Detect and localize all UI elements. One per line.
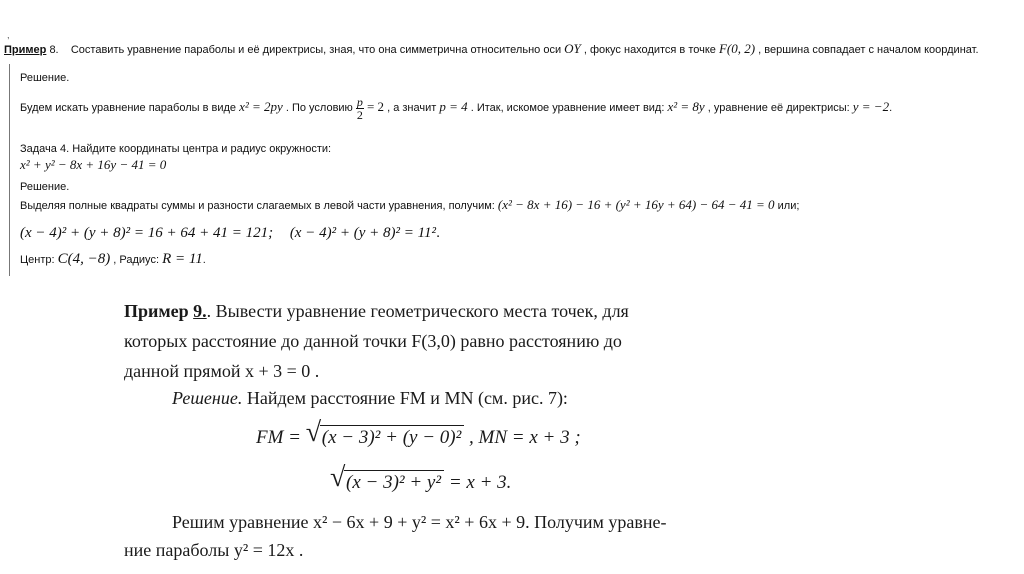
left-border-line (9, 64, 10, 276)
task4-end: . (202, 254, 206, 266)
formula-equation (330, 462, 512, 494)
radius-value: R = 11 (162, 251, 203, 267)
formula-1-left: FM = (256, 427, 306, 448)
example8-axis: OY (564, 41, 581, 56)
sol-text-2: . По условию (285, 102, 353, 114)
fraction-equals: = 2 (366, 99, 385, 114)
sol-text-3: , а значит (387, 102, 437, 114)
center-label: Центр: (20, 254, 55, 266)
example8-line (4, 42, 979, 57)
solution-line-1 (20, 95, 892, 121)
example9-label: Пример 9. (124, 301, 207, 321)
formula-1-right: , MN = x + 3 ; (464, 427, 581, 448)
center-value: C(4, −8) (57, 251, 111, 267)
example9-line-3: данной прямой x + 3 = 0 . (124, 361, 320, 381)
p-value: p = 4 (439, 99, 468, 114)
task4-eq-a: (x² − 8x + 16) − 16 + (y² + 16y + 64) − 64 − 41 = 0 (497, 197, 775, 212)
task4-eq-b: (x − 4)² + (y + 8)² = 16 + 64 + 41 = 121; (20, 225, 274, 241)
sol-eq-1: x² = 2py (239, 99, 283, 114)
example8-number: 8. (49, 44, 59, 56)
sqrt-1 (305, 417, 465, 449)
bottom-scan-image (124, 292, 724, 572)
radical-sign-icon: √ (305, 417, 322, 448)
task4-line-1 (20, 198, 799, 213)
solution-italic-label: Решение. (172, 388, 243, 408)
sol-text-1: Будем искать уравнение параболы в виде (20, 102, 236, 114)
example8-text-a: Составить уравнение параболы и её директрисы, зная, что она симметрична относительно оси (70, 44, 562, 56)
formula-fm-mn (256, 417, 581, 449)
example9-line-1-rest: . Вывести уравнение геометрического места точек, для (206, 301, 629, 321)
example9-line-1 (124, 300, 629, 322)
sol-text-5: , уравнение её директрисы: (707, 102, 850, 114)
sqrt-2 (330, 462, 444, 494)
task4-line-3 (20, 250, 206, 269)
task4-title: Задача 4. Найдите координаты центра и радиус окружности: (20, 143, 332, 155)
sol-eq-2: x² = 8y (667, 99, 705, 114)
formula-2-right: = x + 3. (444, 472, 512, 493)
solution-label-2: Решение. (20, 181, 70, 193)
fraction-numerator: p (356, 94, 363, 109)
top-slide-image (0, 0, 1024, 275)
example9-line-4-rest: Найдем расстояние FM и MN (см. рис. 7): (242, 388, 568, 408)
radicand-1: (x − 3)² + (y − 0)² (320, 425, 465, 449)
solution-label-1: Решение. (20, 72, 70, 84)
example9-line-7: Решим уравнение x² − 6x + 9 + y² = x² + 6x + 9. Получим уравне- (172, 512, 667, 532)
task4-text-1: Выделяя полные квадраты суммы и разности слагаемых в левой части уравнения, получим: (20, 200, 495, 212)
example9-line-4 (172, 387, 568, 409)
task4-eq-c: (x − 4)² + (y + 8)² = 11² (289, 225, 436, 241)
radius-label: , Радиус: (113, 254, 159, 266)
task4-equation: x² + y² − 8x + 16y − 41 = 0 (20, 157, 167, 172)
example9-number: 9. (193, 301, 207, 321)
radical-sign-icon: √ (330, 462, 346, 493)
example8-text-c: , вершина совпадает с началом координат. (758, 44, 979, 56)
example8-text-b: , фокус находится в точке (583, 44, 716, 56)
sol-text-4: . Итак, искомое уравнение имеет вид: (470, 102, 665, 114)
example8-label: Пример (4, 44, 47, 56)
example8-focus: F(0, 2) (718, 41, 756, 56)
fraction-denominator: 2 (356, 107, 363, 122)
radicand-2: (x − 3)² + y² (344, 470, 444, 494)
example9-line-8: ние параболы y² = 12x . (124, 540, 304, 560)
stray-mark: , (7, 30, 10, 40)
directrix-eq: y = −2 (852, 99, 890, 114)
task4-line-2 (20, 224, 440, 242)
task4-dot: . (435, 224, 441, 241)
task4-or: или; (777, 200, 800, 212)
example9-line-2: которых расстояние до данной точки F(3,0) равно расстоянию до (124, 331, 622, 351)
sol-dot: . (889, 102, 893, 114)
p-over-2-fraction (356, 96, 364, 121)
